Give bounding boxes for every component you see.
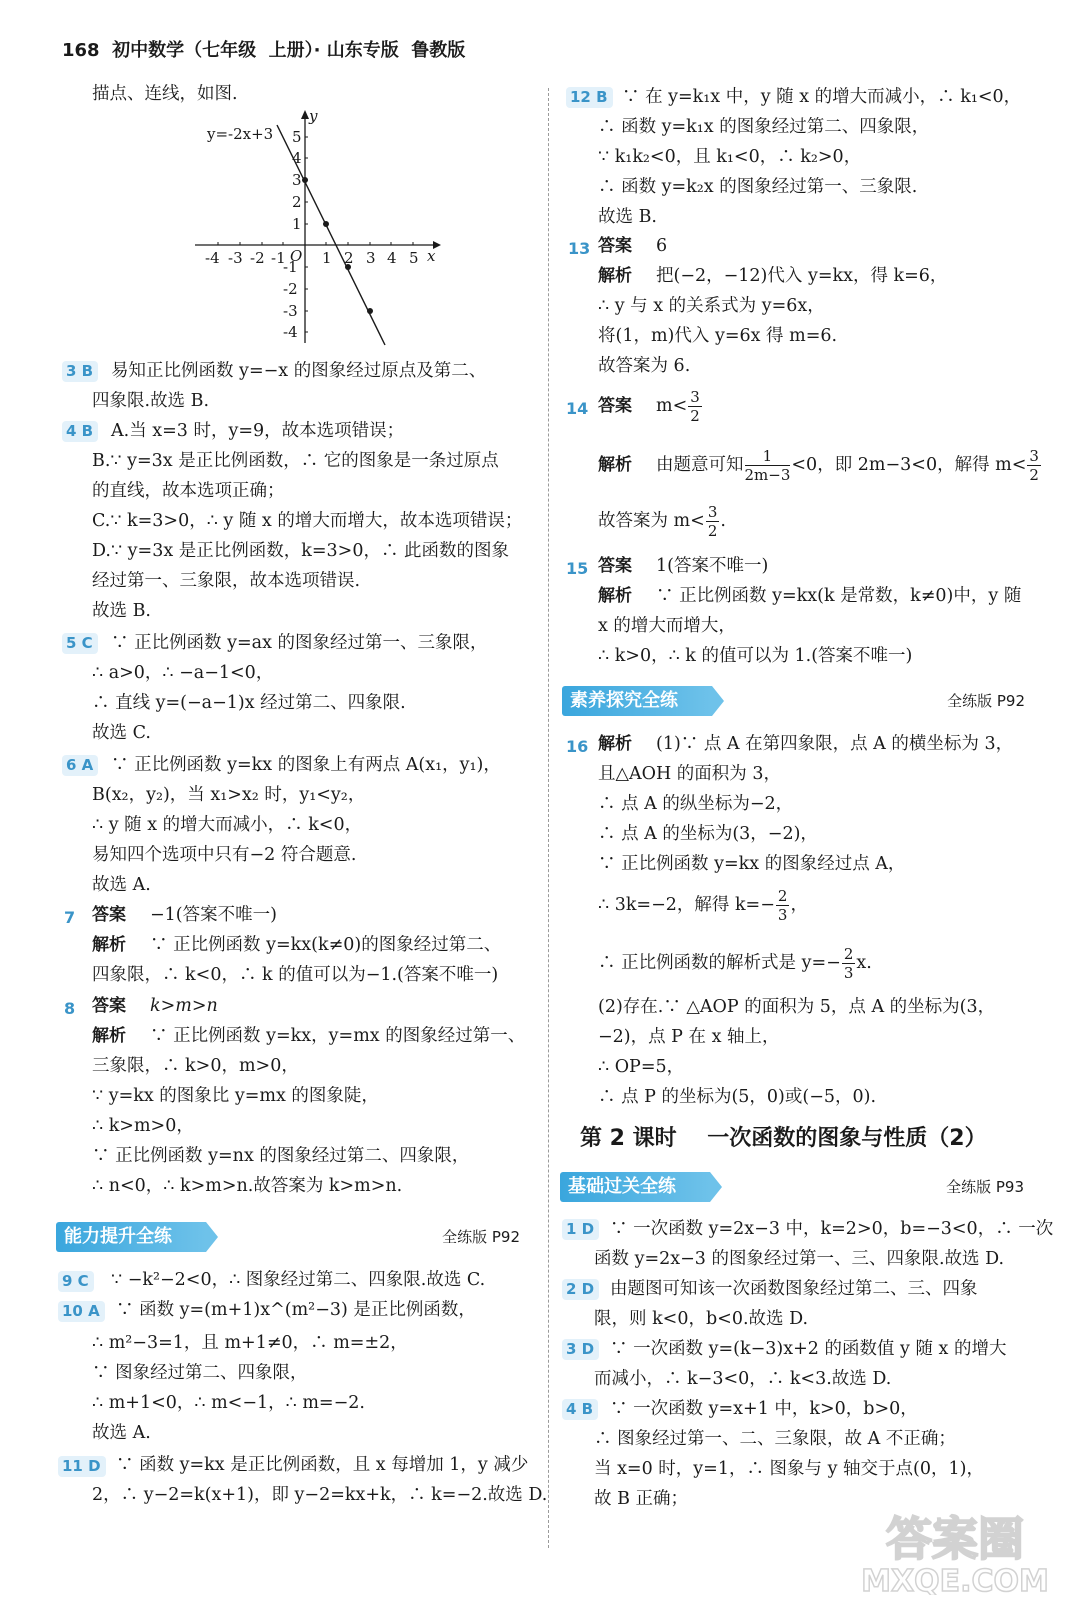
solution-line: ∵ 一次函数 y=x+1 中，k>0，b>0， — [610, 1399, 918, 1419]
solution-line: ∴ 正比例函数的解析式是 y=− $\frac{2}{3}$ x. — [598, 945, 872, 982]
answer-tag: 10 A — [58, 1301, 105, 1322]
answer-value: −1(答案不唯一) — [150, 905, 277, 925]
solution-line: ∴ 函数 y=k₂x 的图象经过第一、三象限. — [598, 177, 918, 197]
answer-tag: 11 D — [58, 1456, 106, 1477]
solution-line: ∴ OP=5， — [598, 1057, 685, 1077]
page-header: 168 初中数学（七年级 上册）· 山东专版 鲁教版 — [62, 40, 466, 61]
solution-line: 限，则 k<0，b<0.故选 D. — [594, 1309, 809, 1329]
solution-line: 的直线，故本选项正确； — [92, 481, 285, 501]
x-axis-label: x — [427, 247, 436, 265]
section-banner — [560, 1172, 1024, 1202]
answer-tag: 3 D — [562, 1339, 599, 1360]
x-tick-label: -3 — [228, 249, 243, 267]
y-tick-label: -2 — [283, 280, 298, 298]
solution-line: 四象限，∴ k<0，∴ k 的值可以为−1.(答案不唯一) — [92, 965, 499, 985]
fraction: $\frac{1}{2m-3}$ — [744, 447, 791, 484]
watermark-logo — [835, 1505, 1075, 1595]
y-tick-label: -4 — [283, 323, 298, 341]
solution-line: ∵ y=kx 的图象比 y=mx 的图象陡， — [92, 1086, 379, 1106]
y-tick-label: 3 — [292, 171, 302, 189]
solution-line: ∵ 正比例函数 y=ax 的图象经过第一、三象限， — [111, 633, 488, 653]
answer-tag: 4 B — [62, 421, 98, 442]
solution-line: 故答案为 6. — [598, 356, 691, 376]
answer-tag: 2 D — [562, 1279, 599, 1300]
answer-label: 答案 — [598, 396, 632, 416]
answer-tag: 9 C — [58, 1271, 94, 1292]
y-tick-label: 4 — [292, 149, 302, 167]
banner-reference: 全练版 P92 — [947, 692, 1025, 710]
section-banner — [562, 686, 1025, 716]
solution-line: ∴ a>0，∴ −a−1<0， — [92, 663, 274, 683]
banner-title: 能力提升全练 — [64, 1226, 172, 1247]
fraction: $\frac{3}{2}$ — [1029, 447, 1039, 484]
solution-line: 故答案为 m< $\frac{3}{2}$ . — [598, 503, 726, 540]
x-tick-label: 4 — [387, 249, 397, 267]
solution-line: 故选 C. — [92, 723, 151, 743]
y-axis-arrow — [301, 110, 309, 119]
y-tick-label: 1 — [292, 215, 302, 233]
solution-line: ∵ 正比例函数 y=kx，y=mx 的图象经过第一、 — [150, 1026, 526, 1046]
solution-line: ∴ 函数 y=k₁x 的图象经过第二、四象限， — [598, 117, 930, 137]
solution-line: ∵ 一次函数 y=(k−3)x+2 的函数值 y 随 x 的增大 — [610, 1339, 1007, 1359]
answer-value: 6 — [656, 236, 668, 256]
fraction: $\frac{2}{3}$ — [843, 945, 854, 982]
question-number: 16 — [566, 737, 589, 756]
analysis-label: 解析 — [92, 935, 126, 955]
solution-line: 故选 A. — [92, 875, 151, 895]
section-heading: 第 2 课时 一次函数的图象与性质（2） — [580, 1126, 987, 1151]
analysis-label: 解析 — [598, 455, 632, 475]
answer-label: 答案 — [92, 905, 126, 925]
solution-line: ∴ 3k=−2，解得 k=− $\frac{2}{3}$ ， — [598, 887, 808, 924]
solution-line: ∵ 函数 y=(m+1)x^(m²−3) 是正比例函数， — [116, 1300, 476, 1320]
answer-tag: 12 B — [566, 87, 613, 108]
answer-label: 答案 — [598, 236, 632, 256]
y-tick-label: 5 — [292, 128, 302, 146]
fraction: $\frac{2}{3}$ — [777, 887, 788, 924]
analysis-label: 解析 — [598, 586, 632, 606]
x-tick-label: -1 — [271, 249, 286, 267]
banner-title: 基础过关全练 — [568, 1176, 676, 1197]
banner-title: 素养探究全练 — [570, 690, 678, 711]
solution-line: (2)存在.∵ △AOP 的面积为 5，点 A 的坐标为(3， — [598, 997, 996, 1017]
y-tick-label: 2 — [292, 193, 302, 211]
solution-line: ∵ 在 y=k₁x 中，y 随 x 的增大而减小，∴ k₁<0， — [622, 87, 1022, 107]
solution-line: 经过第一、三象限，故本选项错误. — [92, 571, 361, 591]
point-3-neg3 — [367, 308, 373, 314]
solution-line: ∵ 图象经过第二、四象限， — [92, 1363, 308, 1383]
point-1-1 — [323, 221, 329, 227]
answer-tag: 3 B — [62, 361, 98, 382]
question-number: 14 — [566, 399, 589, 418]
solution-line: 而减小，∴ k−3<0，∴ k<3.故选 D. — [594, 1369, 892, 1389]
svg-text:MXQE.COM: MXQE.COM — [861, 1564, 1049, 1595]
solution-line: 由题意可知 $\frac{1}{2m-3}$ <0，即 2m−3<0，解得 m< $\frac{3}{2}$ — [656, 447, 1039, 484]
solution-line: ∵ 正比例函数 y=kx 的图象经过点 A， — [598, 854, 906, 874]
solution-line: ∴ k>m>0， — [92, 1116, 194, 1136]
intro-line: 描点、连线，如图. — [92, 84, 238, 104]
solution-line: x 的增大而增大， — [598, 616, 736, 636]
svg-text:答案圈: 答案圈 — [886, 1512, 1024, 1566]
fraction: $\frac{3}{2}$ — [707, 503, 718, 540]
analysis-label: 解析 — [92, 1026, 126, 1046]
solution-line: ∴ y 随 x 的增大而减小，∴ k<0， — [92, 815, 363, 835]
solution-line: C.∵ k=3>0，∴ y 随 x 的增大而增大，故本选项错误； — [92, 511, 523, 531]
solution-line: ∴ 点 P 的坐标为(5，0)或(−5，0). — [598, 1087, 877, 1107]
solution-line: ∵ 一次函数 y=2x−3 中，k=2>0，b=−3<0，∴ 一次 — [610, 1219, 1054, 1239]
solution-line: ∵ 正比例函数 y=kx(k 是常数，k≠0)中，y 随 — [656, 586, 1022, 606]
solution-line: ∵ 函数 y=kx 是正比例函数，且 x 每增加 1，y 减少 — [116, 1455, 529, 1475]
section-banner — [56, 1222, 520, 1252]
solution-line: 易知正比例函数 y=−x 的图象经过原点及第二、 — [111, 361, 487, 381]
origin-label: O — [290, 247, 303, 265]
y-tick-label: -1 — [283, 258, 298, 276]
solution-line: B.∵ y=3x 是正比例函数，∴ 它的图象是一条过原点 — [92, 451, 499, 471]
solution-line: ∵ 正比例函数 y=nx 的图象经过第二、四象限， — [92, 1146, 470, 1166]
solution-line: D.∵ y=3x 是正比例函数，k=3>0，∴ 此函数的图象 — [92, 541, 510, 561]
answer-prefix: m< — [656, 396, 688, 416]
question-number: 8 — [64, 999, 76, 1018]
answer-expression — [656, 385, 703, 427]
solution-line: 且△AOH 的面积为 3， — [598, 764, 781, 784]
solution-line: ∴ 点 A 的坐标为(3，−2)， — [598, 824, 818, 844]
solution-line: ∴ m²−3=1，且 m+1≠0，∴ m=±2， — [92, 1333, 408, 1353]
solution-line: ∴ 点 A 的纵坐标为−2， — [598, 794, 794, 814]
x-tick-label: 3 — [366, 249, 376, 267]
solution-line: ∴ n<0，∴ k>m>n.故答案为 k>m>n. — [92, 1176, 403, 1196]
answer-value: k>m>n — [150, 996, 218, 1016]
solution-line: 函数 y=2x−3 的图象经过第一、三、四象限.故选 D. — [594, 1249, 1005, 1269]
solution-line: ∵ k₁k₂<0，且 k₁<0，∴ k₂>0， — [598, 147, 862, 167]
x-tick-label: -4 — [205, 249, 220, 267]
answer-label: 答案 — [598, 556, 632, 576]
function-label: y=-2x+3 — [207, 125, 274, 143]
solution-line: 由题图可知该一次函数图象经过第二、三、四象 — [610, 1279, 978, 1299]
x-tick-label: -2 — [250, 249, 265, 267]
question-number: 13 — [568, 239, 591, 258]
solution-line: (1)∵ 点 A 在第四象限，点 A 的横坐标为 3， — [656, 734, 1014, 754]
question-number: 15 — [566, 559, 589, 578]
solution-line: ∵ −k²−2<0，∴ 图象经过第二、四象限.故选 C. — [111, 1270, 486, 1290]
solution-line: 易知四个选项中只有−2 符合题意. — [92, 845, 357, 865]
answer-tag: 5 C — [62, 633, 98, 654]
solution-line: 故选 B. — [92, 601, 151, 621]
question-number: 7 — [64, 908, 76, 927]
x-tick-label: 1 — [322, 249, 332, 267]
answer-label: 答案 — [92, 996, 126, 1016]
banner-reference: 全练版 P92 — [442, 1228, 520, 1246]
answer-tag: 1 D — [562, 1219, 599, 1240]
x-tick-label: 5 — [409, 249, 419, 267]
solution-line: 将(1，m)代入 y=6x 得 m=6. — [598, 326, 838, 346]
function-graph — [195, 105, 445, 350]
solution-line: ∴ k>0，∴ k 的值可以为 1.(答案不唯一) — [598, 646, 913, 666]
solution-line: 当 x=0 时，y=1，∴ 图象与 y 轴交于点(0，1)， — [594, 1459, 984, 1479]
solution-line: B(x₂，y₂)，当 x₁>x₂ 时，y₁<y₂， — [92, 785, 366, 805]
solution-line: 故 B 正确； — [594, 1489, 688, 1509]
x-tick-label: 2 — [344, 249, 354, 267]
column-divider — [548, 88, 549, 1548]
solution-line: 三象限，∴ k>0，m>0， — [92, 1056, 299, 1076]
analysis-label: 解析 — [598, 266, 632, 286]
answer-value: 1(答案不唯一) — [656, 556, 769, 576]
analysis-label: 解析 — [598, 734, 632, 754]
solution-line: 故选 A. — [92, 1423, 151, 1443]
banner-reference: 全练版 P93 — [946, 1178, 1024, 1196]
solution-line: ∴ 直线 y=(−a−1)x 经过第二、四象限. — [92, 693, 406, 713]
solution-line: A.当 x=3 时，y=9，故本选项错误； — [111, 421, 405, 441]
answer-tag: 6 A — [62, 755, 98, 776]
solution-line: 故选 B. — [598, 207, 657, 227]
y-axis-label: y — [309, 107, 318, 125]
y-tick-label: -3 — [283, 302, 298, 320]
answer-tag: 4 B — [562, 1399, 598, 1420]
solution-line: ∴ 图象经过第一、二、三象限，故 A 不正确； — [594, 1429, 956, 1449]
solution-line: −2)，点 P 在 x 轴上， — [598, 1027, 780, 1047]
solution-line: ∵ 正比例函数 y=kx(k≠0)的图象经过第二、 — [150, 935, 502, 955]
solution-line: 把(−2，−12)代入 y=kx，得 k=6， — [656, 266, 948, 286]
fraction: $\frac{3}{2}$ — [690, 388, 700, 425]
solution-line: ∵ 正比例函数 y=kx 的图象上有两点 A(x₁，y₁)， — [111, 755, 501, 775]
solution-line: 2，∴ y−2=k(x+1)，即 y−2=kx+k，∴ k=−2.故选 D. — [92, 1485, 548, 1505]
solution-line: ∴ y 与 x 的关系式为 y=6x， — [598, 296, 825, 316]
solution-line: ∴ m+1<0，∴ m<−1，∴ m=−2. — [92, 1393, 365, 1413]
solution-line: 四象限.故选 B. — [92, 391, 210, 411]
